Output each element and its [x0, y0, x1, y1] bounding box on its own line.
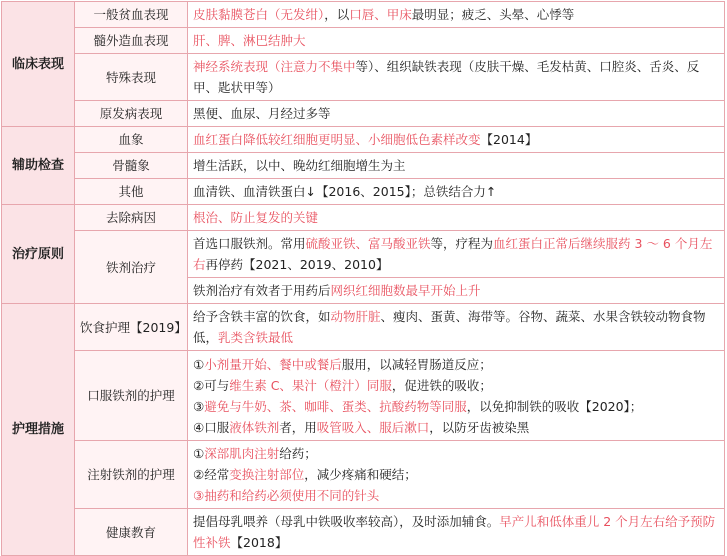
highlight-text: 乳类含铁最低: [218, 330, 294, 345]
highlight-text: 早产儿和低体重儿 2 个月左右给予预防性补铁: [193, 514, 716, 550]
body-text: ③: [193, 398, 205, 414]
highlight-text: 小剂量开始、餐中或餐后: [204, 356, 342, 372]
body-text: 给予含铁丰富的饮食，如: [193, 309, 331, 324]
list-item: [193, 354, 719, 375]
row-label: 髓外造血表现: [75, 28, 188, 54]
category-clinical: 临床表现: [2, 2, 75, 127]
anemia-nursing-table: [1, 1, 725, 556]
row-label: 去除病因: [75, 205, 188, 231]
row-label: 注射铁剂的护理: [75, 441, 188, 509]
body-text: 者，用: [279, 419, 317, 435]
body-text: ，促进铁的吸收；: [391, 377, 492, 393]
highlight-text: 皮肤黏膜苍白（无发绀）: [193, 7, 325, 22]
body-text: 服用，以减轻胃肠道反应；: [341, 356, 492, 372]
list-item: [193, 417, 719, 438]
body-text: 、瘦肉、蛋黄、海带等。谷物、蔬菜、水果含铁较动物食物低，: [193, 309, 706, 345]
row-content: [188, 28, 725, 54]
body-text: 给药；: [279, 446, 317, 461]
body-text: 铁剂治疗有效者于用药后: [193, 283, 331, 298]
body-text: 黑便、血尿、月经过多等: [193, 106, 331, 121]
row-label: 铁剂治疗: [75, 231, 188, 304]
row-label: 骨髓象: [75, 153, 188, 179]
highlight-text: 液体铁剂: [229, 419, 280, 435]
highlight-text: 肝、脾、淋巴结肿大: [193, 33, 306, 48]
list-item: [193, 443, 719, 464]
body-text: 最明显；疲乏、头晕、心悸等: [411, 7, 575, 22]
category-auxiliary-exam: 辅助检查: [2, 127, 75, 205]
row-content: [188, 304, 725, 351]
body-text: ①: [193, 356, 205, 372]
row-content: [188, 179, 725, 205]
row-label: 其他: [75, 179, 188, 205]
body-text: 增生活跃，以中、晚幼红细胞增生为主: [193, 158, 406, 173]
list-item: [193, 396, 719, 417]
body-text: ②经常: [193, 467, 230, 482]
list-item: [193, 464, 719, 485]
highlight-text: 维生素 C、果汁（橙汁）同服: [229, 377, 392, 393]
body-text: ②可与: [193, 377, 230, 393]
body-text: ①: [193, 446, 205, 461]
row-content: [188, 351, 725, 441]
row-label: 健康教育: [75, 509, 188, 556]
row-content: [188, 127, 725, 153]
body-text: 首选口服铁剂。常用: [193, 236, 306, 251]
row-content: [188, 509, 725, 556]
highlight-text: 血红蛋白正常后继续服药 3 ～ 6 个月左右: [193, 236, 713, 272]
highlight-text: 硫酸亚铁、富马酸亚铁: [305, 236, 431, 251]
body-text: ，以: [324, 7, 350, 22]
body-text: ，以免抑制铁的吸收【2020】；: [466, 398, 643, 414]
body-text: 提倡母乳喂养（母乳中铁吸收率较高），及时添加辅食。: [193, 514, 500, 529]
row-content: [188, 231, 725, 278]
row-content: [188, 278, 725, 304]
body-text: 血清铁、血清铁蛋白↓【2016、2015】；总铁结合力↑: [193, 184, 497, 199]
category-nursing: 护理措施: [2, 304, 75, 556]
list-item: [193, 375, 719, 396]
row-content: [188, 101, 725, 127]
row-label: 一般贫血表现: [75, 2, 188, 28]
body-text: 等）、组织缺铁表现（皮肤干燥、毛发枯黄、口腔炎、舌炎、反甲、匙状甲等）: [193, 59, 700, 95]
highlight-text: 神经系统表现（注意力不集中: [193, 59, 356, 74]
highlight-text: 根治、防止复发的关键: [193, 210, 319, 225]
list-item: [193, 485, 719, 506]
row-content: [188, 54, 725, 101]
highlight-text: 动物肝脏: [330, 309, 381, 324]
highlight-text: 网织红细胞数最早开始上升: [330, 283, 481, 298]
body-text: ，以防牙齿被染黑: [429, 419, 530, 435]
category-treatment: 治疗原则: [2, 205, 75, 304]
body-text: ，减少疼痛和硬结；: [304, 467, 417, 482]
row-content: [188, 441, 725, 509]
body-text: ④口服: [193, 419, 230, 435]
row-label: 饮食护理【2019】: [75, 304, 188, 351]
highlight-text: 血红蛋白降低较红细胞更明显、小细胞低色素样改变: [193, 132, 481, 147]
row-label: 特殊表现: [75, 54, 188, 101]
row-content: [188, 153, 725, 179]
highlight-text: 深部肌肉注射: [204, 446, 280, 461]
body-text: 【2014】: [480, 132, 538, 147]
body-text: 等，疗程为: [430, 236, 494, 251]
row-label: 原发病表现: [75, 101, 188, 127]
row-content: [188, 2, 725, 28]
highlight-text: 变换注射部位: [229, 467, 305, 482]
highlight-text: 口唇、甲床: [349, 7, 412, 22]
row-content: [188, 205, 725, 231]
body-text: 【2018】: [230, 535, 288, 550]
row-label: 血象: [75, 127, 188, 153]
highlight-text: 避免与牛奶、茶、咖啡、蛋类、抗酸药物等同服: [204, 398, 467, 414]
highlight-text: 吸管吸入、服后漱口: [316, 419, 430, 435]
row-label: 口服铁剂的护理: [75, 351, 188, 441]
body-text: 再停药【2021、2019、2010】: [205, 257, 389, 272]
highlight-text: ③抽药和给药必须使用不同的针头: [193, 488, 380, 503]
